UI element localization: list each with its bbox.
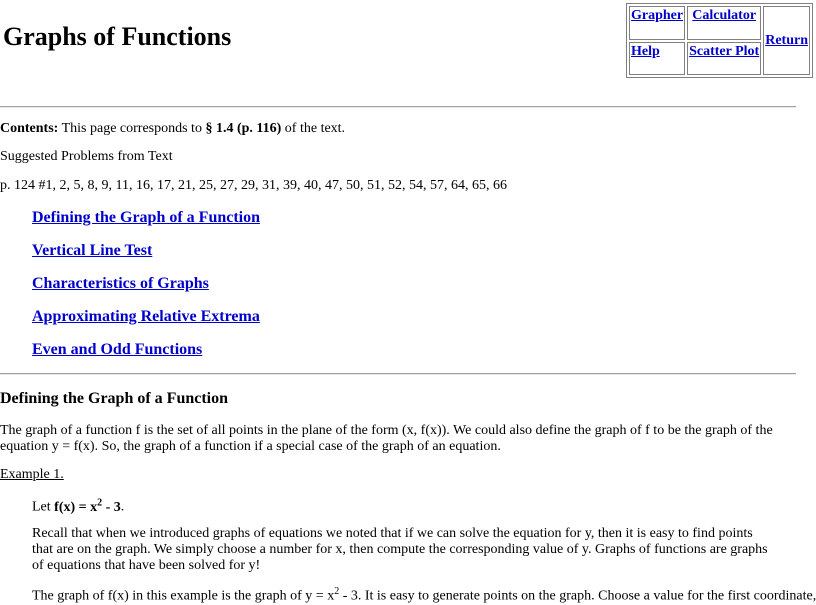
example-function-line xyxy=(32,497,124,516)
return-link[interactable]: Return xyxy=(765,32,808,48)
toc-link-relative-extrema[interactable]: Approximating Relative Extrema xyxy=(32,308,260,325)
nav-cell-help xyxy=(629,42,685,76)
problem-list: p. 124 #1, 2, 5, 8, 9, 11, 16, 17, 21, 25, 27, 29, 31, 39, 40, 47, 50, 51, 52, 54, 57, 64, 65, 66 xyxy=(0,178,507,193)
toc-link-even-odd[interactable]: Even and Odd Functions xyxy=(32,341,203,358)
graph-explanation-line xyxy=(32,586,816,605)
calculator-link[interactable]: Calculator xyxy=(692,8,757,23)
function-definition xyxy=(54,497,121,515)
contents-section-ref: § 1.4 (p. 116) xyxy=(205,121,282,136)
toc-link-vertical-line-test[interactable]: Vertical Line Test xyxy=(32,242,153,259)
function-rest: - 3 xyxy=(102,499,121,515)
nav-table xyxy=(626,3,813,78)
divider-top xyxy=(0,106,796,108)
suggested-problems-heading: Suggested Problems from Text xyxy=(0,149,173,164)
toc-link-characteristics[interactable]: Characteristics of Graphs xyxy=(32,275,209,292)
let-end: . xyxy=(120,499,125,515)
toc-link-defining-graph[interactable]: Defining the Graph of a Function xyxy=(32,209,261,226)
contents-text-after: of the text. xyxy=(281,121,346,136)
function-base: f(x) = x xyxy=(54,499,98,515)
nav-cell-calculator xyxy=(687,6,761,40)
let-prefix: Let xyxy=(32,499,55,515)
function-exponent: 2 xyxy=(97,497,103,508)
contents-line xyxy=(0,121,345,137)
nav-cell-scatter-plot xyxy=(687,42,761,76)
example-label: Example 1. xyxy=(0,467,64,482)
grapher-link[interactable]: Grapher xyxy=(631,8,684,23)
contents-label: Contents: xyxy=(0,121,59,136)
section-heading: Defining the Graph of a Function xyxy=(0,390,229,407)
nav-cell-return xyxy=(763,6,810,75)
graph-text-b: - 3. It is easy to generate points on the graph. Choose a value for the first coordinate, xyxy=(339,588,816,604)
scatter-plot-link[interactable]: Scatter Plot xyxy=(689,43,760,59)
graph-text-a: The graph of f(x) in this example is the graph of y = x xyxy=(32,588,335,604)
help-link[interactable]: Help xyxy=(631,43,660,59)
graph-exponent: 2 xyxy=(334,586,340,597)
divider-middle xyxy=(0,373,796,375)
definition-paragraph: The graph of a function f is the set of all points in the plane of the form (x, f(x)). We could also define the graph of f to be the graph of the equation y = f(x). So, the graph of a function if a special case of the graph of an equation. xyxy=(0,423,773,454)
nav-cell-grapher xyxy=(629,6,685,40)
contents-text-before: This page corresponds to xyxy=(58,121,206,136)
explanation-paragraph: Recall that when we introduced graphs of equations we noted that if we can solve the equation for y, then it is easy to find points that are on the graph. We simply choose a number for x, then compute the corresponding value of y. Graphs of functions are graphs of equations that have been solved for y! xyxy=(32,526,768,573)
page-title: Graphs of Functions xyxy=(3,22,232,51)
